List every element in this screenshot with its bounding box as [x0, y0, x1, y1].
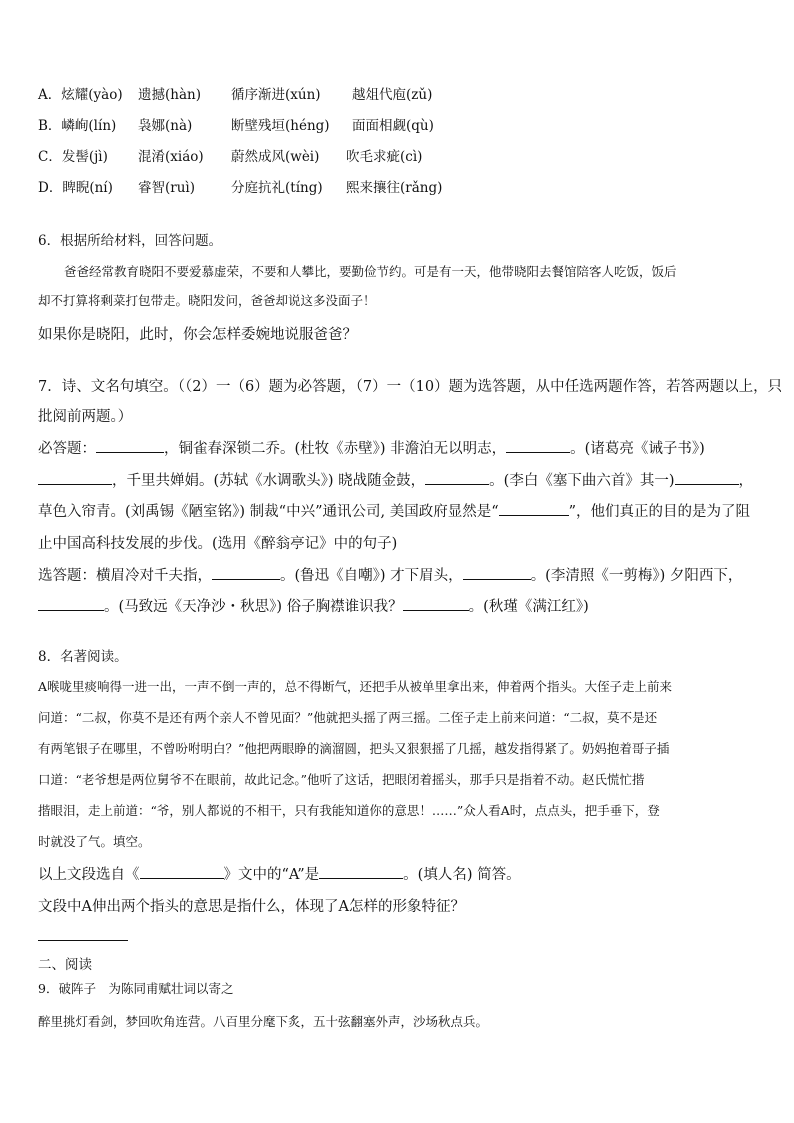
q7-text: ，千里共婵娟。(苏轼《水调歌头》) 晓战随金鼓，	[112, 473, 426, 489]
q8-passage-line: 有两笔银子在哪里，不曾吩咐明白？”他把两眼睁的滴溜圆，把头又狠狠摇了几摇，越发指得紧了。奶妈抱着哥子插	[38, 741, 670, 756]
q7-text: 。(马致远《天净沙・秋思》) 俗子胸襟谁识我？	[104, 599, 403, 615]
option-label: C．发髻(jì)	[38, 149, 108, 165]
q7-text: 。(李白《塞下曲六首》其一)	[489, 473, 675, 489]
option-label: B．嶙峋(lín)	[38, 118, 117, 134]
q8-text: 》文中的“A”是	[223, 867, 320, 883]
q6-material: 却不打算将剩菜打包带走。晓阳发问，爸爸却说这多没面子！	[38, 293, 376, 308]
q7-title: 批阅前两题。）	[38, 409, 133, 425]
q7-text: ，	[738, 473, 753, 489]
q7-text: ，铜雀春深锁二乔。(杜牧《赤壁》) 非澹泊无以明志，	[164, 441, 507, 457]
q8-title: 8．名著阅读。	[38, 649, 128, 665]
option-word: 循序渐进(xún)	[231, 87, 321, 103]
option-label: A．炫耀(yào)	[38, 87, 123, 103]
q7-line	[38, 437, 705, 458]
option-word: 混淆(xiáo)	[138, 149, 204, 165]
q6-title: 6．根据所给材料，回答问题。	[38, 233, 223, 249]
q7-label: 必答题：	[38, 441, 96, 457]
answer-blank[interactable]	[96, 438, 164, 453]
option-word: 蔚然成风(wèi)	[231, 149, 320, 165]
q8-passage-line: 时就没了气。填空。	[38, 834, 151, 849]
q8-fill-line	[38, 863, 521, 884]
q7-line	[38, 595, 589, 616]
q7-line: 止中国高科技发展的步伐。(选用《醉翁亭记》中的句子)	[38, 536, 398, 552]
q6-material: 爸爸经常教育晓阳不要爱慕虚荣，不要和人攀比，要勤俭节约。可是有一天，他带晓阳去餐馆陪客人吃饭，饭后	[64, 264, 677, 279]
q7-text: ”，他们真正的目的是为了阻	[568, 504, 751, 520]
q8-passage-line: 揩眼泪，走上前道：“爷，别人都说的不相干，只有我能知道你的意思！……”众人看A时，点点头，把手垂下，登	[38, 803, 660, 818]
q7-text: 草色入帘青。(刘禹锡《陋室铭》) 制裁“中兴”通讯公司, 美国政府显然是“	[38, 504, 499, 520]
answer-blank[interactable]	[212, 565, 280, 580]
q8-passage-line: A喉咙里痰响得一进一出，一声不倒一声的，总不得断气，还把手从被单里拿出来，伸着两个指头。大侄子走上前来	[38, 679, 673, 694]
option-word: 睿智(ruì)	[138, 180, 195, 196]
answer-blank[interactable]	[319, 864, 403, 879]
answer-blank[interactable]	[499, 501, 569, 516]
option-word: 断壁残垣(héng)	[231, 118, 330, 134]
q7-line	[38, 469, 753, 490]
q8-text: 。(填人名) 简答。	[403, 867, 521, 883]
q7-text: 。(李清照《一剪梅》) 夕阳西下，	[530, 568, 743, 584]
q9-poem-line: 醉里挑灯看剑，梦回吹角连营。八百里分麾下炙，五十弦翻塞外声，沙场秋点兵。	[38, 1014, 489, 1029]
q8-passage-line: 口道：“老爷想是两位舅爷不在眼前，故此记念。”他听了这话，把眼闭着摇头，那手只是指着不动。赵氏慌忙揩	[38, 772, 645, 787]
answer-blank[interactable]	[38, 596, 104, 611]
q8-passage-line: 问道：“二叔，你莫不是还有两个亲人不曾见面？”他就把头摇了两三摇。二侄子走上前来问道：“二叔，莫不是还	[38, 710, 658, 725]
answer-blank[interactable]	[425, 470, 489, 485]
option-word: 吹毛求疵(cì)	[346, 149, 423, 165]
answer-blank[interactable]	[463, 565, 531, 580]
q8-question: 文段中A伸出两个指头的意思是指什么，体现了A怎样的形象特征？	[38, 899, 465, 915]
q7-line	[38, 500, 750, 521]
answer-blank[interactable]	[38, 470, 112, 485]
section-heading: 二、阅读	[38, 957, 92, 973]
option-word: 越俎代庖(zǔ)	[352, 87, 433, 103]
option-word: 熙来攘往(rǎng)	[346, 180, 443, 196]
q9-title: 9．破阵子 为陈同甫赋壮词以寄之	[38, 981, 234, 996]
q7-text: 。(鲁迅《自嘲》) 才下眉头，	[280, 568, 463, 584]
answer-blank[interactable]	[140, 864, 224, 879]
option-word: 遗撼(hàn)	[138, 87, 201, 103]
q8-text: 以上文段选自《	[38, 867, 140, 883]
option-word: 面面相觑(qù)	[352, 118, 434, 134]
q7-label: 选答题：横眉冷对千夫指，	[38, 568, 212, 584]
answer-blank[interactable]	[506, 438, 570, 453]
answer-blank[interactable]	[403, 596, 469, 611]
answer-blank[interactable]	[675, 470, 739, 485]
option-word: 袅娜(nà)	[138, 118, 193, 134]
q6-question: 如果你是晓阳，此时，你会怎样委婉地说服爸爸？	[38, 327, 357, 343]
q7-line	[38, 564, 742, 585]
option-label: D．睥睨(ní)	[38, 180, 113, 196]
q7-text: 。(诸葛亮《诫子书》)	[570, 441, 705, 457]
q7-text: 。(秋瑾《满江红》)	[468, 599, 589, 615]
option-word: 分庭抗礼(tíng)	[231, 180, 323, 196]
section-divider	[38, 940, 128, 941]
q7-title: 7．诗、文名句填空。（（2）一（6）题为必答题，（7）一（10）题为选答题，从中任选两题作答，若答两题以上，只	[38, 379, 783, 395]
